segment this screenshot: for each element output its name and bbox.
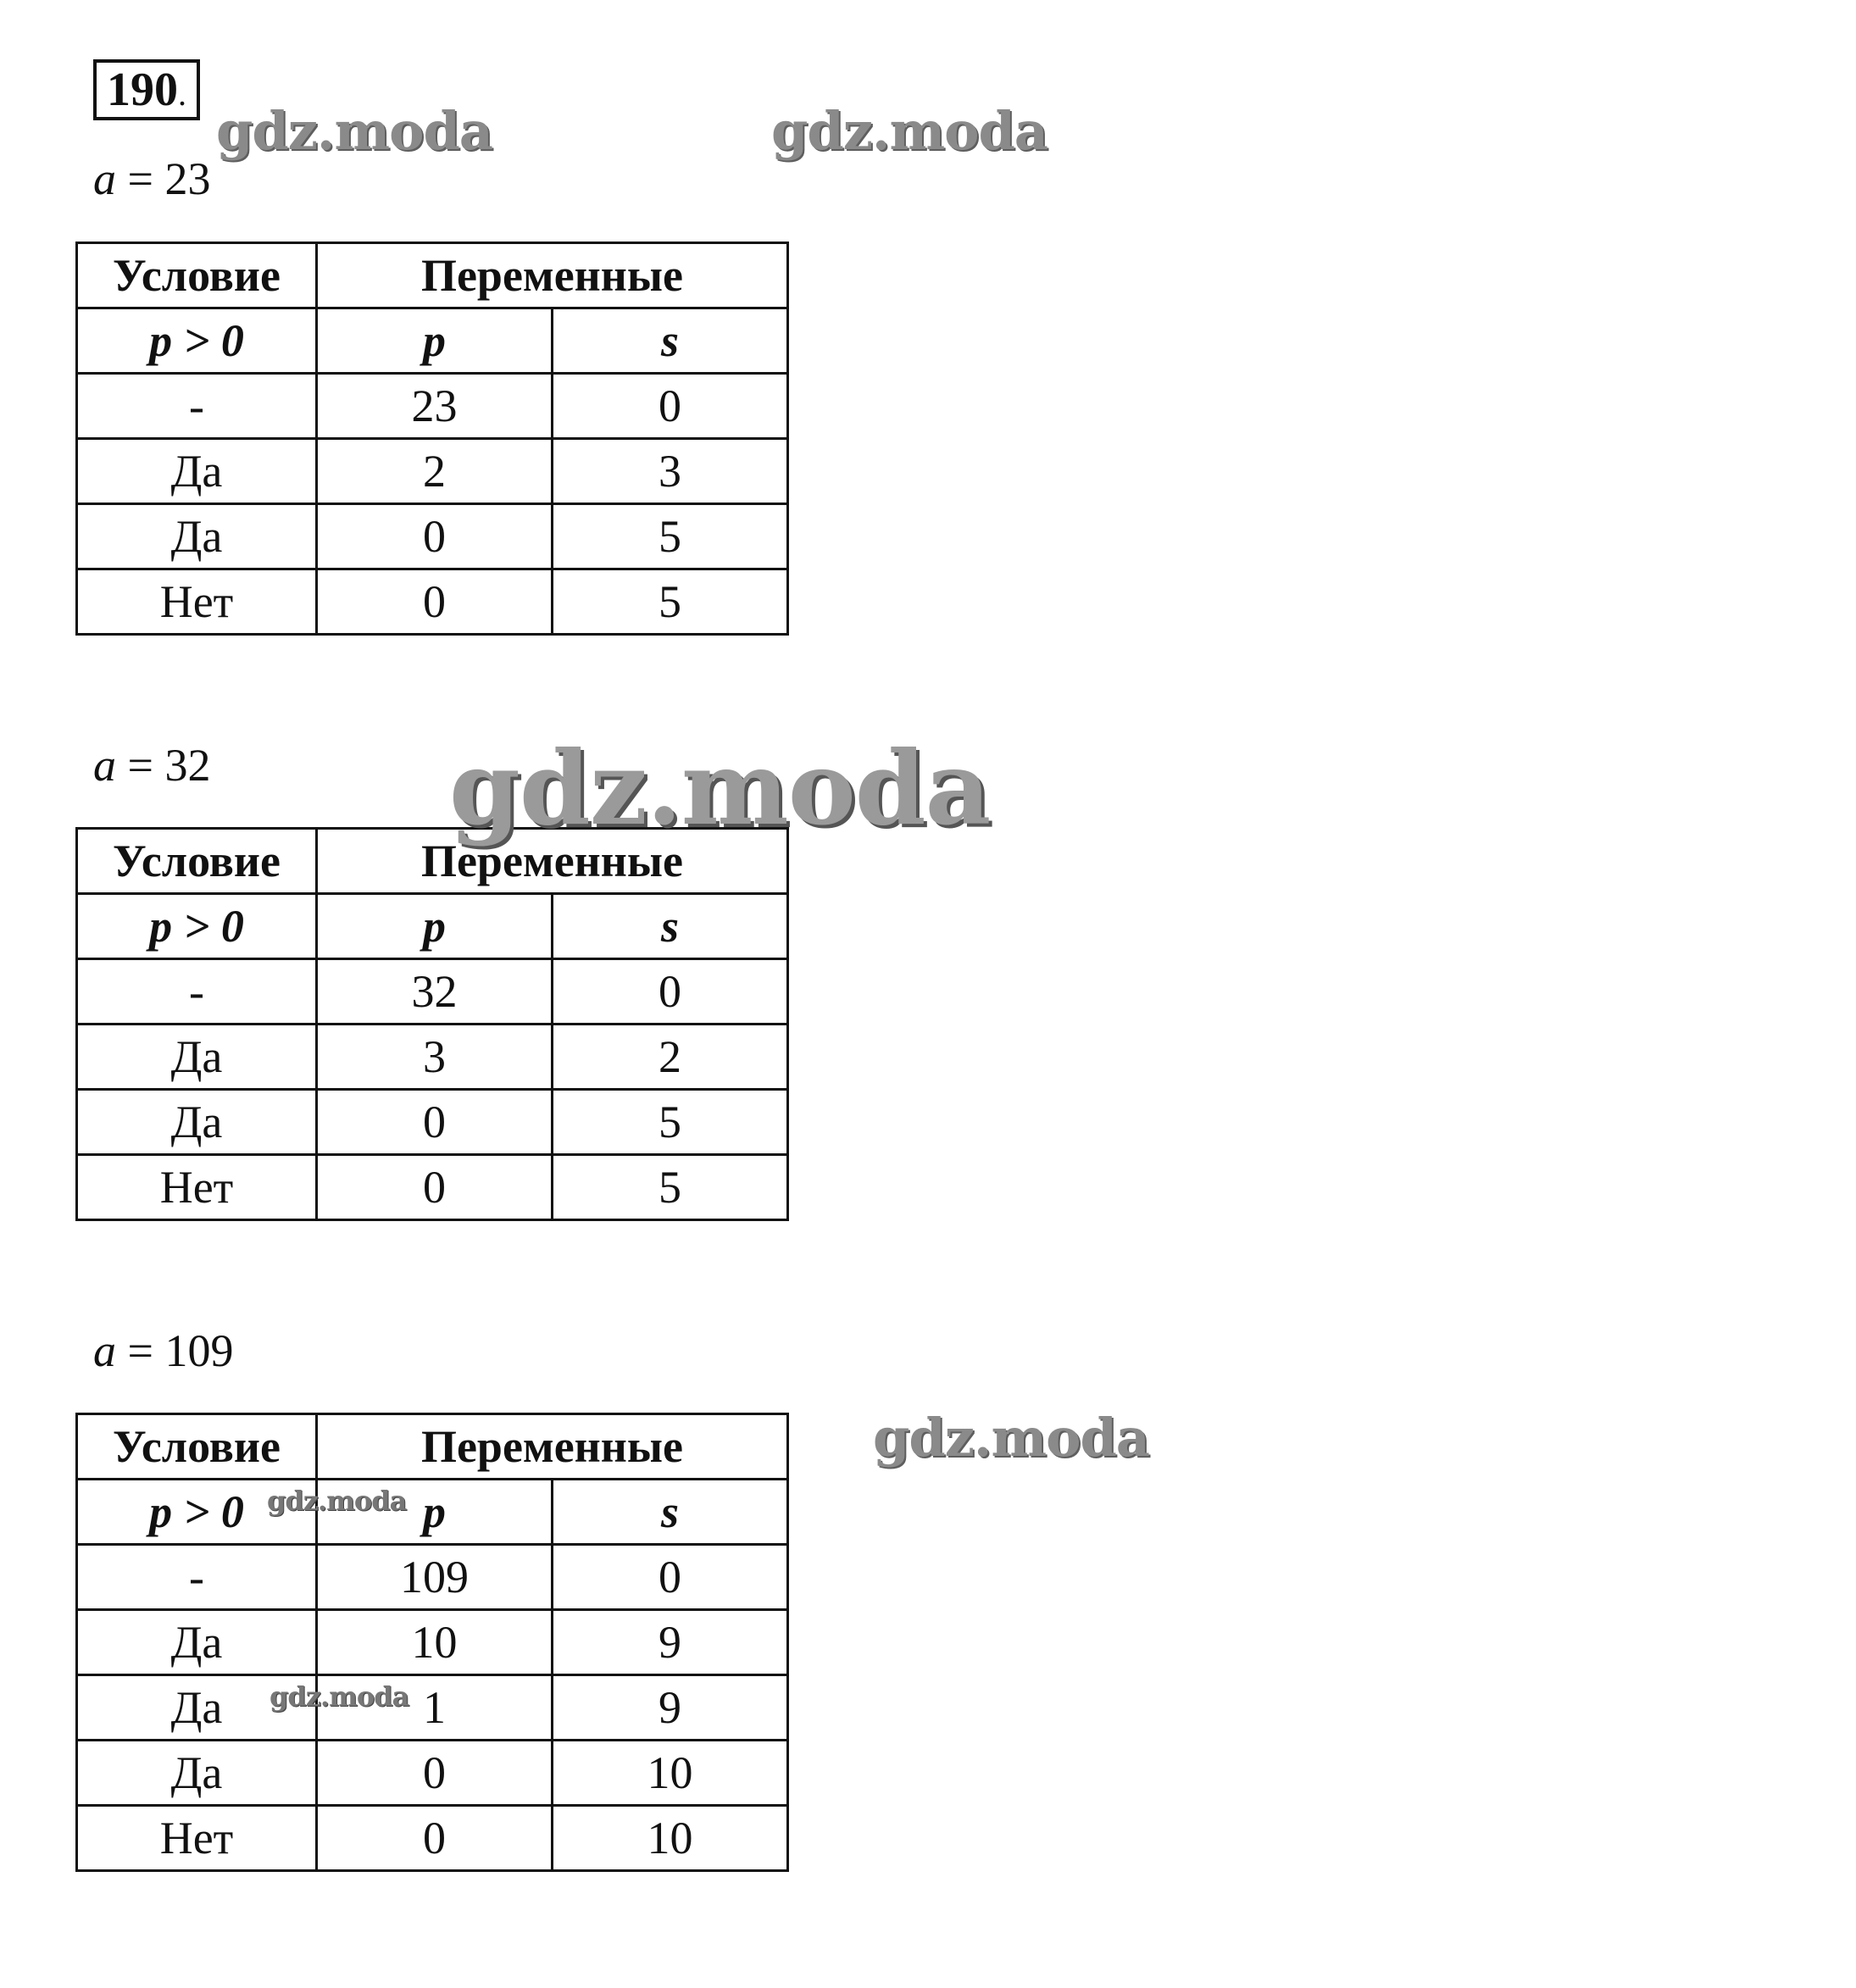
cell-p: 1 [317,1675,553,1741]
trace-table-2 [75,827,789,1221]
a-label-1 [93,153,210,205]
a-label-2 [93,739,210,791]
header-condition: Условие [77,1414,317,1480]
cell-p: 0 [317,504,553,569]
trace-table-3 [75,1413,789,1872]
cell-s: 9 [553,1610,788,1675]
watermark: gdz.moda [873,1407,1149,1469]
a-value: = 23 [116,153,211,204]
header-condition: Условие [77,829,317,894]
cell-condition: Да [77,504,317,569]
col-p: p [317,894,553,959]
cell-p: 3 [317,1025,553,1090]
cell-p: 32 [317,959,553,1025]
cell-p: 10 [317,1610,553,1675]
cell-p: 0 [317,1806,553,1871]
trace-table-1 [75,242,789,636]
cell-s: 10 [553,1806,788,1871]
task-number [93,59,200,120]
col-s: s [553,1480,788,1545]
table-row [77,374,788,439]
cell-condition: Да [77,1741,317,1806]
a-variable: a [93,1325,116,1376]
watermark: gdz.moda [216,100,492,162]
cell-s: 5 [553,504,788,569]
table-header-row [77,1414,788,1480]
cell-condition: Да [77,1675,317,1741]
cell-s: 9 [553,1675,788,1741]
cell-s: 3 [553,439,788,504]
header-variables: Переменные [317,829,788,894]
task-number-value: 190 [107,64,178,116]
cell-p: 23 [317,374,553,439]
table-row [77,1545,788,1610]
cell-condition: - [77,959,317,1025]
a-variable: a [93,153,116,204]
col-s: s [553,894,788,959]
table-row [77,1090,788,1155]
table-row [77,1806,788,1871]
col-condition: p > 0 [77,894,317,959]
table-subheader-row [77,1480,788,1545]
cell-s: 0 [553,374,788,439]
cell-condition: - [77,374,317,439]
a-value: = 32 [116,740,211,791]
col-condition: p > 0 [77,1480,317,1545]
cell-s: 5 [553,1155,788,1220]
cell-s: 2 [553,1025,788,1090]
cell-s: 10 [553,1741,788,1806]
table-subheader-row [77,308,788,374]
a-label-3 [93,1324,233,1377]
a-value: = 109 [116,1325,234,1376]
cell-condition: Нет [77,1806,317,1871]
table-subheader-row [77,894,788,959]
watermark: gdz.moda [771,100,1047,162]
watermark: gdz.moda [267,1485,407,1517]
col-p: p [317,308,553,374]
cell-condition: Да [77,1610,317,1675]
header-variables: Переменные [317,243,788,308]
cell-p: 0 [317,569,553,635]
table-row [77,1025,788,1090]
cell-s: 0 [553,1545,788,1610]
col-s: s [553,308,788,374]
table-row [77,1155,788,1220]
a-variable: a [93,740,116,791]
cell-p: 0 [317,1155,553,1220]
cell-p: 0 [317,1090,553,1155]
cell-condition: Нет [77,1155,317,1220]
watermark: gdz.moda [270,1680,409,1713]
cell-condition: Да [77,439,317,504]
col-p: p [317,1480,553,1545]
task-number-dot: . [178,75,186,113]
cell-condition: Да [77,1090,317,1155]
cell-p: 109 [317,1545,553,1610]
cell-condition: - [77,1545,317,1610]
cell-p: 0 [317,1741,553,1806]
table-row [77,1610,788,1675]
table-row [77,439,788,504]
table-row [77,569,788,635]
header-variables: Переменные [317,1414,788,1480]
col-condition: p > 0 [77,308,317,374]
table-row [77,504,788,569]
watermark: gdz.moda [449,729,991,848]
table-row [77,959,788,1025]
table-row [77,1741,788,1806]
header-condition: Условие [77,243,317,308]
cell-condition: Нет [77,569,317,635]
cell-condition: Да [77,1025,317,1090]
table-header-row [77,243,788,308]
table-row [77,1675,788,1741]
cell-p: 2 [317,439,553,504]
cell-s: 5 [553,1090,788,1155]
cell-s: 5 [553,569,788,635]
cell-s: 0 [553,959,788,1025]
